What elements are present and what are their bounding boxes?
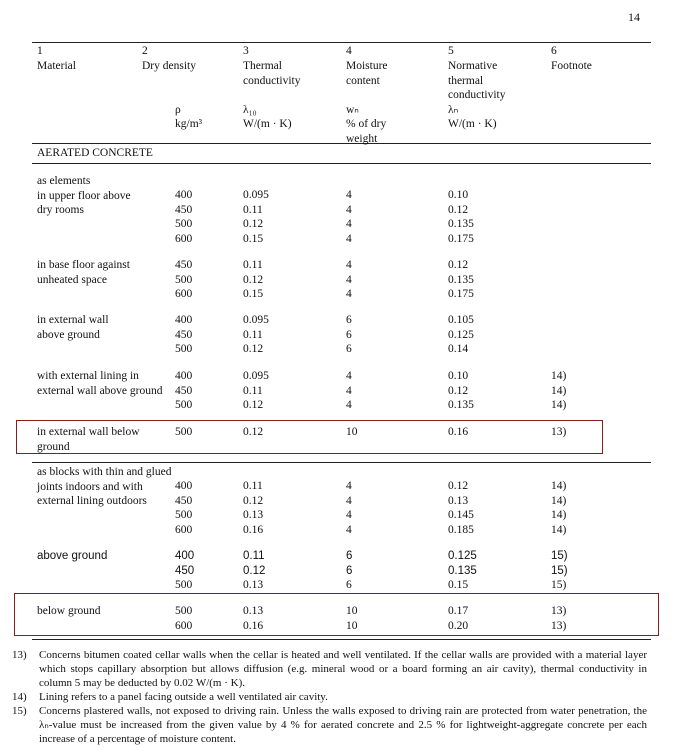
cell-thermal-conductivity: 0.12 xyxy=(243,218,264,230)
column-number: 2 xyxy=(142,45,148,57)
column-header-line: Thermal xyxy=(243,60,282,72)
cell-normative-conductivity: 0.14 xyxy=(448,343,469,355)
header-bottom-rule xyxy=(32,143,651,144)
cell-dry-density: 400 xyxy=(175,480,193,492)
cell-footnote-ref: 15) xyxy=(551,564,568,577)
cell-dry-density: 400 xyxy=(175,314,193,326)
cell-thermal-conductivity: 0.12 xyxy=(243,564,266,577)
column-header-line: conductivity xyxy=(448,89,506,101)
cell-thermal-conductivity: 0.11 xyxy=(243,384,263,397)
column-header-line: conductivity xyxy=(243,74,301,87)
cell-moisture-content: 4 xyxy=(346,399,352,411)
cell-moisture-content: 4 xyxy=(346,218,352,230)
highlight-box xyxy=(14,593,659,636)
cell-moisture-content: 4 xyxy=(346,384,352,397)
cell-footnote-ref: 15) xyxy=(551,579,567,591)
cell-normative-conductivity: 0.135 xyxy=(448,564,477,577)
column-header-line: W/(m · K) xyxy=(448,118,497,130)
cell-normative-conductivity: 0.145 xyxy=(448,509,474,521)
group-label: above ground xyxy=(37,328,100,341)
group-label: in base floor against xyxy=(37,259,130,271)
cell-moisture-content: 4 xyxy=(346,288,352,300)
cell-moisture-content: 4 xyxy=(346,523,352,536)
cell-dry-density: 500 xyxy=(175,218,193,230)
cell-dry-density: 500 xyxy=(175,579,193,591)
cell-moisture-content: 4 xyxy=(346,232,352,245)
cell-moisture-content: 10 xyxy=(346,619,358,632)
cell-moisture-content: 6 xyxy=(346,343,352,355)
group-label: below ground xyxy=(37,605,101,617)
cell-footnote-ref: 15) xyxy=(551,550,568,562)
cell-dry-density: 500 xyxy=(175,509,193,521)
group-label: in upper floor above xyxy=(37,189,131,202)
cell-thermal-conductivity: 0.12 xyxy=(243,273,264,286)
column-header-line: wₙ xyxy=(346,103,359,116)
cell-dry-density: 450 xyxy=(175,203,193,216)
cell-normative-conductivity: 0.13 xyxy=(448,494,469,507)
section-title-rule xyxy=(32,163,651,164)
group-label: external lining outdoors xyxy=(37,495,147,507)
column-header-line: Material xyxy=(37,60,76,72)
group-label: external wall above ground xyxy=(37,384,163,397)
page-number: 14 xyxy=(628,10,640,24)
footnote-text: Concerns bitumen coated cellar walls when the cellar is heated and well ventilated. If the cellar walls are provided with a material layer which stops capillary absorption but allows diffusion (e.g. mineral wood or a board forming an air cavity), thermal conductivity in column 5 may be deducted by 0.02 W/(m · K). xyxy=(39,649,647,689)
cell-footnote-ref: 14) xyxy=(551,480,567,492)
cell-moisture-content: 4 xyxy=(346,480,352,492)
column-header-line: λₙ xyxy=(448,103,459,116)
table-top-rule xyxy=(32,42,651,43)
cell-thermal-conductivity: 0.16 xyxy=(243,619,264,632)
cell-normative-conductivity: 0.15 xyxy=(448,579,469,591)
cell-dry-density: 500 xyxy=(175,343,193,355)
cell-normative-conductivity: 0.135 xyxy=(448,399,474,411)
cell-moisture-content: 6 xyxy=(346,564,353,577)
cell-footnote-ref: 14) xyxy=(551,494,567,507)
cell-thermal-conductivity: 0.12 xyxy=(243,426,264,438)
column-header-line: ρ xyxy=(175,103,181,116)
cell-thermal-conductivity: 0.11 xyxy=(243,328,263,341)
cell-moisture-content: 4 xyxy=(346,273,352,286)
column-header-line: Footnote xyxy=(551,60,592,72)
cell-thermal-conductivity: 0.16 xyxy=(243,523,264,536)
column-header-line: Dry density xyxy=(142,60,196,72)
cell-thermal-conductivity: 0.11 xyxy=(243,259,263,271)
cell-thermal-conductivity: 0.15 xyxy=(243,288,264,300)
footnote-number: 15) xyxy=(12,705,27,717)
cell-thermal-conductivity: 0.15 xyxy=(243,232,264,245)
footnote-number: 14) xyxy=(12,691,27,703)
cell-dry-density: 400 xyxy=(175,370,193,382)
cell-dry-density: 400 xyxy=(175,189,193,201)
cell-moisture-content: 10 xyxy=(346,605,358,617)
cell-normative-conductivity: 0.135 xyxy=(448,218,474,230)
column-number: 3 xyxy=(243,45,249,57)
cell-dry-density: 600 xyxy=(175,523,193,536)
column-header-line: weight xyxy=(346,132,378,145)
cell-thermal-conductivity: 0.11 xyxy=(243,480,263,492)
cell-normative-conductivity: 0.10 xyxy=(448,370,469,382)
section-title: AERATED CONCRETE xyxy=(37,147,153,159)
cell-footnote-ref: 14) xyxy=(551,399,567,411)
cell-normative-conductivity: 0.175 xyxy=(448,288,474,300)
group-divider-rule xyxy=(32,462,651,463)
column-number: 4 xyxy=(346,45,352,57)
column-number: 5 xyxy=(448,45,454,57)
group-label: with external lining in xyxy=(37,370,139,382)
cell-footnote-ref: 14) xyxy=(551,523,567,536)
highlight-box xyxy=(16,420,603,454)
cell-footnote-ref: 14) xyxy=(551,370,567,382)
cell-thermal-conductivity: 0.13 xyxy=(243,509,264,521)
cell-thermal-conductivity: 0.095 xyxy=(243,370,269,382)
cell-normative-conductivity: 0.12 xyxy=(448,480,469,492)
group-label: dry rooms xyxy=(37,204,84,216)
cell-thermal-conductivity: 0.095 xyxy=(243,314,269,326)
cell-dry-density: 450 xyxy=(175,328,193,341)
cell-moisture-content: 4 xyxy=(346,203,352,216)
cell-moisture-content: 4 xyxy=(346,370,352,382)
cell-footnote-ref: 13) xyxy=(551,619,567,632)
column-header-line: W/(m · K) xyxy=(243,118,292,130)
cell-footnote-ref: 13) xyxy=(551,605,567,617)
cell-normative-conductivity: 0.12 xyxy=(448,259,469,271)
group-label: in external wall below xyxy=(37,426,140,438)
column-header-line: Normative xyxy=(448,60,498,72)
cell-dry-density: 450 xyxy=(175,259,193,271)
cell-footnote-ref: 14) xyxy=(551,384,567,397)
cell-thermal-conductivity: 0.12 xyxy=(243,343,264,355)
cell-normative-conductivity: 0.175 xyxy=(448,232,474,245)
cell-dry-density: 500 xyxy=(175,605,193,617)
cell-dry-density: 450 xyxy=(175,564,195,577)
column-header-line: Moisture xyxy=(346,60,388,72)
cell-moisture-content: 6 xyxy=(346,328,352,341)
cell-normative-conductivity: 0.10 xyxy=(448,189,469,201)
group-label: unheated space xyxy=(37,273,107,286)
column-header-line: λ₁₀ xyxy=(243,103,257,116)
cell-moisture-content: 4 xyxy=(346,494,352,507)
cell-thermal-conductivity: 0.11 xyxy=(243,550,265,562)
cell-thermal-conductivity: 0.13 xyxy=(243,605,264,617)
cell-moisture-content: 6 xyxy=(346,314,352,326)
cell-thermal-conductivity: 0.13 xyxy=(243,579,264,591)
group-label: as blocks with thin and glued xyxy=(37,466,172,478)
group-label: above ground xyxy=(37,550,108,562)
cell-normative-conductivity: 0.16 xyxy=(448,426,469,438)
cell-dry-density: 400 xyxy=(175,550,195,562)
cell-dry-density: 500 xyxy=(175,273,193,286)
cell-dry-density: 500 xyxy=(175,399,193,411)
group-label: ground xyxy=(37,440,70,453)
cell-footnote-ref: 14) xyxy=(551,509,567,521)
group-label: joints indoors and with xyxy=(37,480,143,493)
cell-moisture-content: 4 xyxy=(346,259,352,271)
cell-normative-conductivity: 0.125 xyxy=(448,550,477,562)
cell-normative-conductivity: 0.135 xyxy=(448,273,474,286)
cell-dry-density: 600 xyxy=(175,232,193,245)
cell-dry-density: 600 xyxy=(175,288,193,300)
cell-moisture-content: 4 xyxy=(346,189,352,201)
cell-normative-conductivity: 0.20 xyxy=(448,619,469,632)
cell-thermal-conductivity: 0.095 xyxy=(243,189,269,201)
cell-normative-conductivity: 0.12 xyxy=(448,384,469,397)
footnote-text: Concerns plastered walls, not exposed to driving rain. Unless the walls exposed to driving rain are protected from water penetration, the λₙ-value must be increased from the given value by 4 % for aerated concrete and 2.5 % for lightweight-aggregate concrete per each increase of a percentage of moisture content. xyxy=(39,705,647,745)
group-label: as elements xyxy=(37,175,91,187)
cell-thermal-conductivity: 0.12 xyxy=(243,494,264,507)
column-number: 1 xyxy=(37,45,43,57)
cell-moisture-content: 6 xyxy=(346,579,352,591)
column-header-line: kg/m³ xyxy=(175,118,203,130)
cell-normative-conductivity: 0.185 xyxy=(448,523,474,536)
cell-normative-conductivity: 0.12 xyxy=(448,203,469,216)
footnote-number: 13) xyxy=(12,649,27,661)
cell-dry-density: 450 xyxy=(175,384,193,397)
cell-moisture-content: 4 xyxy=(346,509,352,521)
cell-footnote-ref: 13) xyxy=(551,426,567,438)
cell-moisture-content: 10 xyxy=(346,426,358,438)
cell-normative-conductivity: 0.17 xyxy=(448,605,469,617)
footnote-text: Lining refers to a panel facing outside a well ventilated air cavity. xyxy=(39,691,328,703)
column-header-line: % of dry xyxy=(346,118,387,130)
column-number: 6 xyxy=(551,45,557,57)
cell-normative-conductivity: 0.105 xyxy=(448,314,474,326)
column-header-line: content xyxy=(346,74,380,87)
cell-moisture-content: 6 xyxy=(346,550,353,562)
cell-dry-density: 450 xyxy=(175,494,193,507)
table-bottom-rule xyxy=(32,639,651,640)
cell-thermal-conductivity: 0.11 xyxy=(243,203,263,216)
cell-thermal-conductivity: 0.12 xyxy=(243,399,264,411)
group-label: in external wall xyxy=(37,314,109,326)
cell-dry-density: 600 xyxy=(175,619,193,632)
column-header-line: thermal xyxy=(448,74,484,87)
cell-normative-conductivity: 0.125 xyxy=(448,328,474,341)
cell-dry-density: 500 xyxy=(175,426,193,438)
